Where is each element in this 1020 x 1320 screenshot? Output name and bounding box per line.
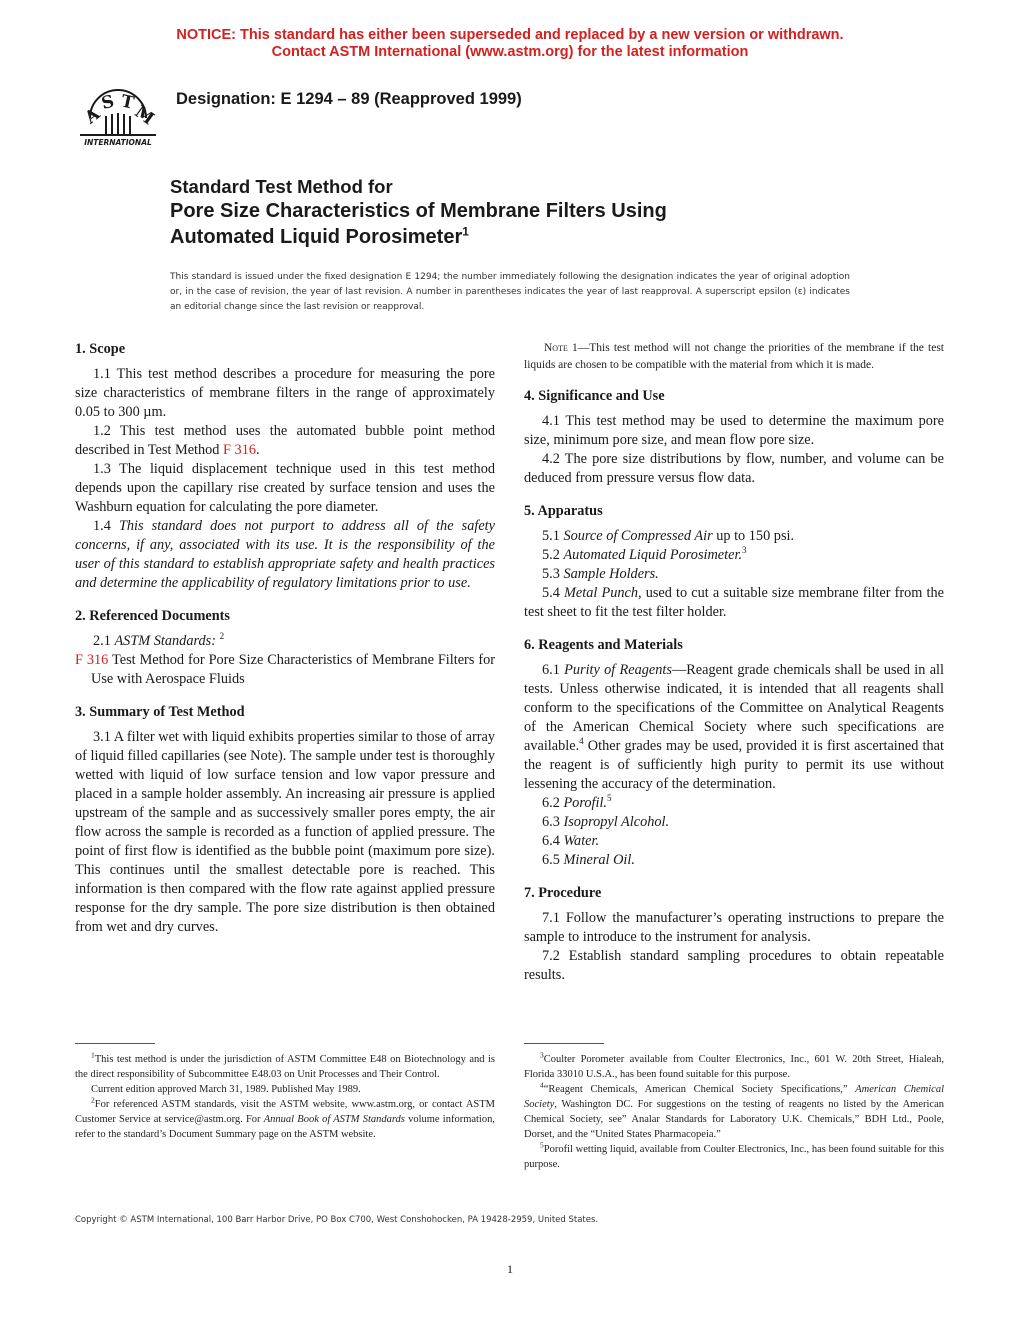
footnote-3: $^3$Coulter Porometer available from Coulter Electronics, Inc., 601 W. 20th Street, Hialeah, Florida 33010 U.S.A., has been found suitable for this purpose. — [524, 1050, 944, 1080]
notice-line-1: NOTICE: This standard has either been superseded and replaced by a new version or withdrawn. — [176, 27, 844, 43]
footnote-2: $^2$For referenced ASTM standards, visit the ASTM website, www.astm.org, or contact ASTM Customer Service at service@astm.org. For Annual Book of ASTM Standards volume information, refer to the standard’s Document Summary page on the ASTM website. — [75, 1095, 495, 1140]
paragraph-7-1: 7.1 Follow the manufacturer’s operating instructions to prepare the sample to introduce to the instrument for analysis. — [524, 910, 944, 945]
footnote-rule-right — [524, 1043, 604, 1044]
footnote-1: $^1$This test method is under the jurisdiction of ASTM Committee E48 on Biotechnology and is the direct responsibility of Subcommittee E48.03 on Unit Processes and Their Control. — [75, 1050, 495, 1080]
section-heading-apparatus: 5. Apparatus — [524, 503, 603, 519]
notice-line-2: Contact ASTM International (www.astm.org) for the latest information — [271, 44, 749, 60]
astm-logo-icon — [76, 78, 160, 148]
svg-text:S: S — [99, 91, 117, 114]
title-line-1: Standard Test Method for — [170, 176, 393, 197]
copyright: Copyright © ASTM International, 100 Barr Harbor Drive, PO Box C700, West Conshohocken, PA 19428-2959, United States. — [75, 1215, 599, 1225]
issued-statement: This standard is issued under the fixed designation E 1294; the number immediately following the designation indicates the year of original adoption or, in the case of revision, the year of last revision. A number in parentheses indicates the year of last reapproval. A superscript epsilon (ε) indicates an editorial change since the last revision or reapproval. — [170, 272, 850, 312]
paragraph-1-1: 1.1 This test method describes a procedure for measuring the pore size characteristics of membrane filters in the range of approximately 0.05 to 300 µm. — [75, 366, 495, 420]
paragraph-7-2: 7.2 Establish standard sampling procedures to obtain repeatable results. — [524, 948, 944, 983]
section-heading-referenced: 2. Referenced Documents — [75, 608, 230, 624]
paragraph-6-2: 6.2 Porofil.$^5$ — [542, 793, 612, 811]
document-title — [170, 176, 667, 250]
paragraph-4-2: 4.2 The pore size distributions by flow, number, and volume can be deduced from pressure versus flow data. — [524, 451, 944, 486]
title-footnote-mark: 1 — [462, 224, 469, 239]
footnote-4: $^4$“Reagent Chemicals, American Chemical Society Specifications,” American Chemical Society, Washington DC. For suggestions on the testing of reagents no listed by the American Chemical Society, see” Analar Standards for Laboratory U.K. Chemicals,” BDH Ltd., Poole, Dorset, and the “United States Pharmacopeia.” — [524, 1080, 945, 1140]
footnote-5: $^5$Porofil wetting liquid, available from Coulter Electronics, Inc., has been found suitable for this purpose. — [524, 1140, 944, 1170]
paragraph-5-4: 5.4 Metal Punch, used to cut a suitable size membrane filter from the test sheet to fit the test filter holder. — [524, 585, 944, 620]
section-heading-reagents: 6. Reagents and Materials — [524, 637, 683, 653]
paragraph-6-5: 6.5 Mineral Oil. — [542, 852, 635, 868]
title-line-2: Pore Size Characteristics of Membrane Filters Using — [170, 200, 667, 222]
footnotes-right — [524, 1052, 944, 1172]
footnote-1b: Current edition approved March 31, 1989. Published May 1989. — [91, 1084, 361, 1095]
title-line-3: Automated Liquid Porosimeter — [170, 226, 463, 248]
paragraph-4-1: 4.1 This test method may be used to determine the maximum pore size, minimum pore size, and mean flow pore size. — [524, 413, 944, 448]
footnotes-left — [75, 1052, 495, 1142]
paragraph-5-2: 5.2 Automated Liquid Porosimeter.$^3$ — [542, 545, 747, 563]
svg-text:A: A — [81, 104, 105, 129]
paragraph-2-1: 2.1 ASTM Standards: $^2$ — [93, 631, 225, 649]
right-column — [524, 340, 944, 985]
paragraph-1-2: 1.2 This test method uses the automated bubble point method described in Test Method F 316. — [75, 423, 495, 458]
withdrawal-notice — [0, 27, 1020, 61]
designation: Designation: E 1294 – 89 (Reapproved 1999) — [176, 90, 522, 108]
paragraph-5-3: 5.3 Sample Holders. — [542, 566, 659, 582]
section-heading-summary: 3. Summary of Test Method — [75, 704, 245, 720]
page-number: 1 — [507, 1262, 513, 1276]
reference-f316: F 316 Test Method for Pore Size Characteristics of Membrane Filters for Use with Aerospace Fluids — [75, 652, 495, 687]
footnote-rule-left — [75, 1043, 155, 1044]
paragraph-3-1: 3.1 A filter wet with liquid exhibits properties similar to those of array of liquid filled capillaries (see Note). The sample under test is thoroughly wetted with liquid of low surface tension and low vapor pressure and placed in a sample holder assembly. An increasing air pressure is applied upstream of the sample and as successively smaller pores empty, the air flow across the sample is recorded as a function of applied pressure. The point of first flow is identified as the bubble point (maximum pore size). This continues until the smallest detectable pore is reached. This information is then compared with the flow rate against applied pressure response for the dry sample. The pore size distribution is then obtained from wet and dry curves. — [75, 729, 495, 935]
left-column — [75, 340, 495, 937]
paragraph-1-4: 1.4 This standard does not purport to address all of the safety concerns, if any, associated with its use. It is the responsibility of the user of this standard to establish appropriate safety and health practices and determine the applicability of regulatory limitations prior to use. — [75, 518, 495, 591]
paragraph-6-3: 6.3 Isopropyl Alcohol. — [542, 814, 670, 830]
section-heading-significance: 4. Significance and Use — [524, 388, 665, 404]
note-1: Note 1—This test method will not change the priorities of the membrane if the test liquids are chosen to be compatible with the material from which it is made. — [524, 342, 944, 371]
paragraph-1-3: 1.3 The liquid displacement technique used in this test method depends upon the capillary rise created by surface tension and uses the Washburn equation for calculating the pore diameter. — [75, 461, 495, 515]
logo-caption: INTERNATIONAL — [84, 138, 152, 147]
paragraph-5-1: 5.1 Source of Compressed Air up to 150 psi. — [542, 528, 795, 544]
section-heading-scope: 1. Scope — [75, 341, 126, 357]
section-heading-procedure: 7. Procedure — [524, 885, 602, 901]
link-f316[interactable]: F 316 — [223, 442, 257, 458]
svg-text:M: M — [130, 102, 158, 130]
paragraph-6-4: 6.4 Water. — [542, 833, 600, 849]
link-f316-ref[interactable]: F 316 — [75, 652, 109, 668]
paragraph-6-1: 6.1 Purity of Reagents—Reagent grade chemicals shall be used in all tests. Unless otherwise indicated, it is intended that all reagents shall conform to the specifications of the Committee on Analytical Reagents of the American Chemical Society where such specifications are available.$^4$ Other grades may be used, provided it is first ascertained that the reagent is of sufficiently high purity to permit its use without lessening the accuracy of the determination. — [524, 662, 944, 792]
svg-text:T: T — [119, 91, 136, 114]
